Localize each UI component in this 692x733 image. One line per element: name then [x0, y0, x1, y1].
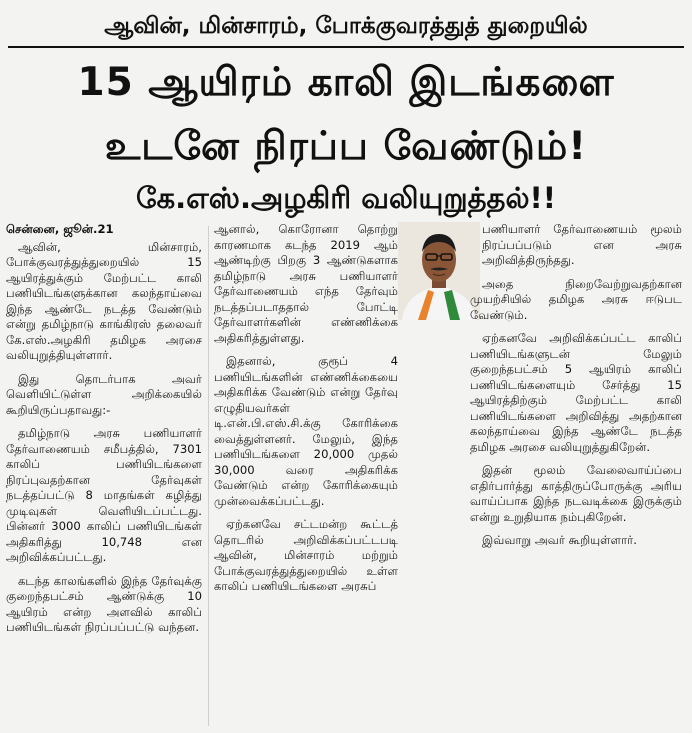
dateline-para: [6, 222, 202, 238]
paragraph: ஏற்கனவே அறிவிக்கப்பட்ட காலிப் பணியிடங்களுடன் மேலும் குறைந்தபட்சம் 5 ஆயிரம் காலிப் பணியிடங்களையும் சேர்த்து 15 ஆயிரத்திற்கும் மேற்பட்ட காலி பணியிடங்களை அறிவித்து அதற்கான கலந்தாய்வை இந்த ஆண்டே நடத்த தமிழக அரசை வலியுறுத்துகிறேன்.: [470, 331, 682, 454]
headline-line-2: உடனே நிரப்ப வேண்டும்!: [104, 124, 588, 169]
dateline: சென்னை, ஜூன்.21: [6, 222, 114, 236]
paragraph: இது தொடர்பாக அவர் வெளியிட்டுள்ள அறிக்கையில் கூறியிருப்பதாவது:-: [6, 371, 202, 417]
portrait-image: [398, 222, 480, 320]
column-2: [214, 222, 398, 603]
kicker-line: ஆவின், மின்சாரம், போக்குவரத்துத் துறையில்: [8, 6, 684, 48]
paragraph: ஆனால், கொரோனா தொற்று காரணமாக கடந்த 2019 ஆம் ஆண்டிற்கு பிறகு 3 ஆண்டுகளாக தமிழ்நாடு அரசு பணியாளர் தேர்வாணையம் எந்த தேர்வும் நடத்தப்படாததால் போட்டி தேர்வாளர்களின் எண்ணிக்கை அதிகரித்துள்ளது.: [214, 222, 398, 345]
paragraph: ஏற்கனவே சட்டமன்ற கூட்டத் தொடரில் அறிவிக்கப்பட்டபடி ஆவின், மின்சாரம் மற்றும் போக்குவரத்துத்துறையில் உள்ள காலிப் பணியிடங்களை அரசுப்: [214, 517, 398, 593]
paragraph: தமிழ்நாடு அரசு பணியாளர் தேர்வாணையம் சமீபத்தில், 7301 காலிப் பணியிடங்களை நிரப்புவதற்கான தேர்வுகள் நடத்தப்பட்டு 8 மாதங்கள் கழித்து முடிவுகள் வெளியிடப்பட்டது. பின்னர் 3000 காலிப் பணியிடங்கள் அதிகரித்து 10,748 என அறிவிக்கப்பட்டது.: [6, 426, 202, 564]
subheadline: கே.எஸ்.அழகிரி வலியுறுத்தல்!!: [136, 181, 556, 215]
paragraph: ஆவின், மின்சாரம், போக்குவரத்துத்துறையில் 15 ஆயிரத்துக்கும் மேற்பட்ட காலி பணியிடங்களுக்கான கலந்தாய்வை இந்த ஆண்டே நடத்த வேண்டும் என்று தமிழ்நாடு காங்கிரஸ் தலைவர் கே.எஸ்.அழகிரி தமிழக அரசை வலியுறுத்தியுள்ளார்.: [6, 239, 202, 362]
headline-line-1: 15 ஆயிரம் காலி இடங்களை: [77, 60, 615, 105]
paragraph: அதை நிறைவேற்றுவதற்கான முயற்சியில் தமிழக அரசு ஈடுபட வேண்டும்.: [470, 276, 682, 322]
column-rule: [208, 226, 209, 726]
column-3: [470, 222, 682, 557]
paragraph: இதனால், குரூப் 4 பணியிடங்களின் எண்ணிக்கையை அதிகரிக்க வேண்டும் என்று தேர்வு எழுதியவர்கள் டி.என்.பி.எஸ்.சி.க்கு கோரிக்கை வைத்துள்ளனர். மேலும், இந்த பணியிடங்களை 20,000 முதல் 30,000 வரை அதிகரிக்க வேண்டும் என்ற கோரிக்கையும் முன்வைக்கப்பட்டது.: [214, 354, 398, 508]
portrait-photo: [398, 222, 480, 320]
paragraph: இவ்வாறு அவர் கூறியுள்ளார்.: [482, 533, 637, 547]
column-1: [6, 222, 202, 644]
paragraph: பணியாளர் தேர்வாணையம் மூலம் நிரப்பப்படும் என அரசு அறிவித்திருந்தது.: [482, 222, 682, 267]
paragraph: கடந்த காலங்களில் இந்த தேர்வுக்கு குறைந்தபட்சம் ஆண்டுக்கு 10 ஆயிரம் என்ற அளவில் காலிப் பணியிடங்கள் நிரப்பப்பட்டு வந்தன.: [6, 573, 202, 634]
paragraph: இதன் மூலம் வேலைவாய்ப்பை எதிர்பார்த்து காத்திருப்போருக்கு அரிய வாய்ப்பாக இந்த நடவடிக்கை இருக்கும் என்று உறுதியாக நம்புகிறேன்.: [470, 463, 682, 524]
